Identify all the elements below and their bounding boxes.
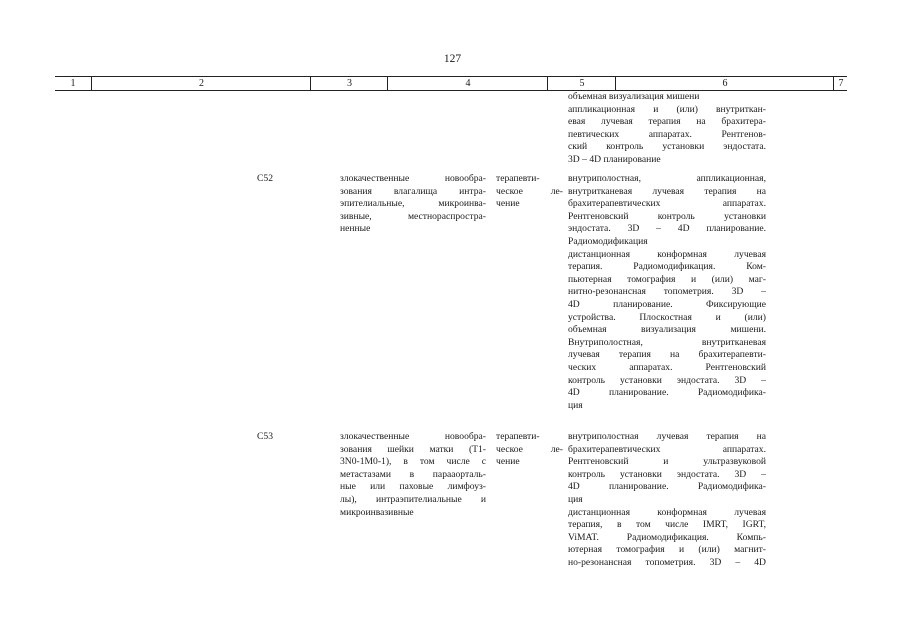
treatment-line: чение bbox=[496, 456, 520, 468]
diagnosis-line: эпителиальные, микроинва- bbox=[340, 198, 486, 210]
method-line: ский контроль установки эндостата. bbox=[568, 141, 766, 153]
diagnosis-line: злокачественные новообра- bbox=[340, 431, 486, 442]
method-line: ческих аппаратах. Рентгеновский bbox=[568, 361, 766, 373]
method-line: певтических аппаратах. Рентгенов- bbox=[568, 128, 766, 140]
method-line: устройства. Плоскостная и (или) bbox=[568, 311, 766, 323]
methods-continuation bbox=[568, 91, 766, 167]
header-col-1: 1 bbox=[70, 78, 76, 89]
method-line: внутриполостная лучевая терапия на bbox=[568, 431, 766, 442]
method-line: брахитерапевтических аппаратах. bbox=[568, 443, 766, 455]
method-line: пьютерная томография и (или) маг- bbox=[568, 273, 766, 285]
method-line: но-резонансная топометрия. 3D – 4D bbox=[568, 556, 766, 568]
diagnosis-line: злокачественные новообра- bbox=[340, 173, 486, 184]
method-line: контроль установки эндостата. 3D – bbox=[568, 468, 766, 480]
treatment-line: терапевти- bbox=[496, 173, 540, 184]
method-line: дистанционная конформная лучевая bbox=[568, 506, 766, 518]
row-treatment bbox=[496, 431, 563, 469]
diagnosis-line: зования шейки матки (T1- bbox=[340, 443, 486, 455]
method-line: аппликационная и (или) внутриткан- bbox=[568, 103, 766, 115]
method-line: лучевая терапия на брахитерапевти- bbox=[568, 349, 766, 361]
header-col-4: 4 bbox=[387, 77, 548, 90]
diagnosis-line: микроинвазивные bbox=[340, 506, 414, 518]
page-number: 127 bbox=[443, 53, 462, 65]
method-line: эндостата. 3D – 4D планирование. bbox=[568, 223, 766, 235]
diagnosis-line: метастазами в парааорталь- bbox=[340, 468, 486, 480]
row-treatment bbox=[496, 173, 563, 211]
treatment-line: терапевти- bbox=[496, 431, 540, 442]
method-line: дистанционная конформная лучевая bbox=[568, 248, 766, 260]
header-col-3: 3 bbox=[310, 77, 388, 90]
row-diagnosis bbox=[340, 173, 486, 236]
diagnosis-line: ненные bbox=[340, 223, 371, 235]
treatment-line: чение bbox=[496, 198, 520, 210]
method-line: внутриполостная, аппликационная, bbox=[568, 173, 766, 184]
diagnosis-line: лы), интраэпителиальные и bbox=[340, 493, 486, 505]
method-line: ция bbox=[568, 399, 583, 411]
row-code: C53 bbox=[257, 431, 273, 442]
method-line: внутритканевая лучевая терапия на bbox=[568, 185, 766, 197]
method-line: контроль установки эндостата. 3D – bbox=[568, 374, 766, 386]
diagnosis-line: 3N0-1M0-1), в том числе с bbox=[340, 456, 486, 468]
treatment-line: ческое ле- bbox=[496, 443, 563, 455]
method-line: 4D планирование. Радиомодифика- bbox=[568, 387, 766, 399]
header-col-5: 5 bbox=[547, 77, 616, 90]
method-line: ютерная томография и (или) магнит- bbox=[568, 544, 766, 556]
row-code: C52 bbox=[257, 173, 273, 184]
method-line: Рентгеновский и ультразвуковой bbox=[568, 456, 766, 468]
row-methods bbox=[568, 173, 766, 412]
method-line: Рентгеновский контроль установки bbox=[568, 210, 766, 222]
method-line: Внутриполостная, внутритканевая bbox=[568, 336, 766, 348]
method-line: ViMAT. Радиомодификация. Компь- bbox=[568, 531, 766, 543]
method-line: объемная визуализация мишени bbox=[568, 91, 700, 102]
method-line: терапия. Радиомодификация. Ком- bbox=[568, 261, 766, 273]
method-line: ция bbox=[568, 493, 583, 505]
row-diagnosis bbox=[340, 431, 486, 519]
header-col-2: 2 bbox=[91, 77, 311, 90]
row-methods bbox=[568, 431, 766, 570]
method-line: брахитерапевтических аппаратах. bbox=[568, 198, 766, 210]
header-col-7: 7 bbox=[833, 77, 848, 90]
diagnosis-line: зования влагалища интра- bbox=[340, 185, 486, 197]
method-line: нитно-резонансная топометрия. 3D – bbox=[568, 286, 766, 298]
method-line: объемная визуализация мишени. bbox=[568, 324, 766, 336]
method-line: 4D планирование. Фиксирующие bbox=[568, 298, 766, 310]
header-col-6: 6 bbox=[615, 77, 834, 90]
method-line: 4D планирование. Радиомодифика- bbox=[568, 481, 766, 493]
diagnosis-line: зивные, местнораспростра- bbox=[340, 210, 486, 222]
treatment-line: ческое ле- bbox=[496, 185, 563, 197]
diagnosis-line: ные или паховые лимфоуз- bbox=[340, 481, 486, 493]
method-line: терапия, в том числе IMRT, IGRT, bbox=[568, 519, 766, 531]
method-line: Радиомодификация bbox=[568, 235, 648, 247]
method-line: 3D – 4D планирование bbox=[568, 153, 661, 165]
table-header bbox=[55, 76, 847, 91]
method-line: евая лучевая терапия на брахитера- bbox=[568, 116, 766, 128]
